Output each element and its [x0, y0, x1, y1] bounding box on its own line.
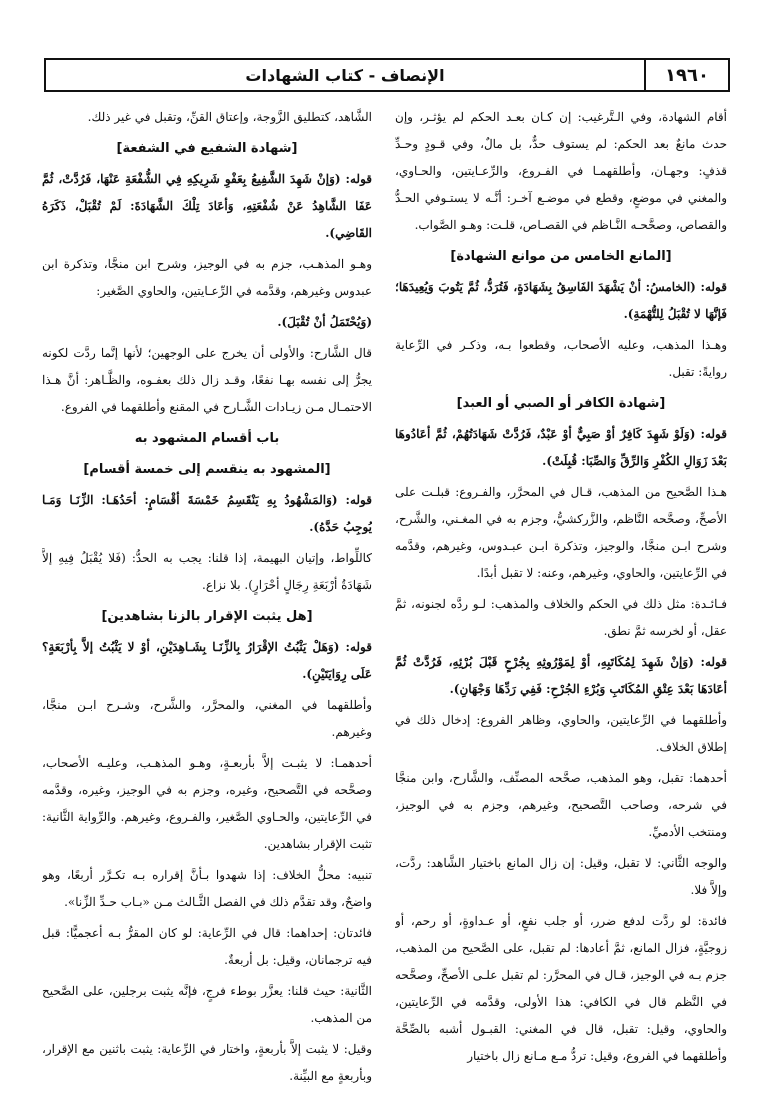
matn-quote: قوله: (وَإنْ شَهِدَ لِمُكَاتَبِهِ، أوْ لِمَوْرُوثِهِ بِجُرْحٍ قَبْلَ بُرْئِهِ، فَرُدَّتْ ثُمَّ أعَادَهَا بَعْدَ عِتْقِ المُكَاتَبِ وَبُرْءِ الجُرْحِ: فَفِي رَدِّهَا وَجْهَانِ). [395, 655, 727, 696]
paragraph: هـذا الصَّحيح من المذهب، قـال في المحرَّر، والفـروع: قبلـت على الأصحِّ، وصحَّحه النَّاظم، والزَّركشيُّ، وجزم به في المغـني، والشَّرح، وشرح ابـن منجَّا، والوجيز، وتذكرة ابـن عبـدوس، وغيرهم، وقدَّمه في الرِّعايتين، والحاوي، وغيرهم، وعنه: لا تقبل أبدًا. [395, 485, 727, 580]
section-heading: [هل يثبت الإقرار بالزنا بشاهدين] [101, 609, 313, 624]
chapter-heading: باب أقسام المشهود به [134, 431, 280, 446]
section-heading: [المانع الخامس من موانع الشهادة] [450, 249, 672, 264]
running-title: الإنصاف - كتاب الشهادات [245, 65, 445, 85]
paragraph: وقيل: لا يثبت إلاَّ بأربعةٍ، واختار في الرِّعاية: يثبت باثنين مع الإقرار، وبأربعةٍ مع البيِّنة. [42, 1042, 372, 1083]
matn-quote: قوله: (وَالمَشْهُودُ بِهِ يَنْقَسِمُ خَمْسَةَ أقْسَامٍ: أحَدُهَـا: الزِّنَـا وَمَـا يُوجِبُ حَدَّهُ). [42, 493, 372, 534]
paragraph: أقام الشهادة، وفي الـتَّرغيب: إن كـان بعـد الحكم لم يؤثـر، وإن حدث مانعٌ بعد الحكم: لم يستوف حدٌّ، بل مالٌ، وفي قـودٍ وحـدِّ قذفٍ: وجهـان، وأطلقهمـا في الفـروع، والرِّعـايتين، والحـاوي، والمغني في موضعٍ، وقطع في موضـع آخـر: أنَّـه لا يستـوفي الحـدُّ والقصاص، وصحَّحـه النَّـاظم في القصـاص، قلـت: وهـو الصَّواب. [395, 110, 727, 232]
paragraph: أحدهمـا: لا يثبـت إلاَّ بأربعـةٍ، وهـو المذهـب، وعليـه الأصحاب، وصحَّحه في التَّصحيح، وغيره، وجزم به في الوجيز، وغيره، وقدَّمه في الرِّعايتين، والحـاوي الصَّغير، والفـروع، وغيرهم. والرِّواية الثَّانية: تثبت الإقرار بشاهدين. [42, 756, 372, 851]
paragraph: وأطلقهما في المغني، والمحرَّر، والشَّرح، وشـرح ابـن منجَّا، وغيرهم. [42, 698, 372, 739]
paragraph: الثَّانية: حيث قلنا: يعزَّر بوطء فرجٍ، فإنَّه يثبت برجلين، على الصَّحيح من المذهب. [42, 984, 372, 1025]
paragraph: وهـو المذهـب، جزم به في الوجيز، وشرح ابن منجَّا، وتذكرة ابن عبدوس وغيرهم، وقدَّمه في الرِّعـايتين، والحاوي الصَّغير: [42, 257, 372, 298]
paragraph: الشَّاهد، كتطليق الزَّوجة، وإعتاق القنِّ، وتقبل في غير ذلك. [87, 110, 372, 124]
section-heading: [شهادة الكافر أو الصبي أو العبد] [456, 396, 666, 411]
matn-quote: قوله: (وَإنْ شَهِدَ الشَّفِيعُ بِعَفْوِ شَرِيكِهِ فِي الشُّفْعَةِ عَنْهَا، فَرُدَّتْ، ثُمَّ عَفَا الشَّاهِدُ عَنْ شُفْعَتِهِ، وَأعَادَ تِلْكَ الشَّهَادَةَ: لَمْ تُقْبَلْ، ذَكَرَهُ القَاضِي). [42, 172, 372, 240]
page-header [44, 58, 730, 92]
paragraph: فائدة: لو ردَّت لدفع ضرر، أو جلب نفعٍ، أو عـداوةٍ، أو رحم، أو زوجيَّةٍ، فزال المانع، ثمَّ أعادها: لم تقبل، على الصَّحيح من المذهب، جزم بـه في الوجيز، قـال في المحرَّر: لم تقبل علـى الأصحِّ، وصحَّحه في النَّظم قال في الكافي: هذا الأولى، وقدَّمه في الرِّعايتين، والحاوي، وقيل: تقبل، قال في المغني: القبـول أشبه بالصِّحَّة وأطلقهما في الفروع، وقيل: تردُّ مـع مـانع زال باختيار [395, 914, 727, 1063]
paragraph: فـائـدة: مثل ذلك في الحكم والخلاف والمذهب: لـو ردَّه لجنونه، ثمَّ عقل، أو لخرسه ثمَّ نطق. [395, 597, 727, 638]
paragraph: كاللِّواط، وإتيان البهيمة، إذا قلنا: يجب به الحدُّ: (فَلا يُقْبَلُ فِيهِ إلاَّ شَهَادَةُ أرْبَعَةِ رِجَالٍ أحْرَارٍ). بلا نزاع. [42, 551, 372, 592]
section-heading: [شهادة الشفيع في الشفعة] [116, 141, 298, 156]
paragraph: فائدتان: إحداهما: قال في الرِّعاية: لو كان المقرُّ بـه أعجميًّا: قبل فيه ترجمانان، وقيل: بل أربعةٌ. [42, 926, 372, 967]
paragraph: والوجه الثَّاني: لا تقبل، وقيل: إن زال المانع باختيار الشَّاهد: ردَّت، وإلاَّ فلا. [395, 856, 727, 897]
matn-quote: قوله: (وَلَوْ شَهِدَ كَافِرٌ أوْ صَبِيٌّ أوْ عَبْدٌ، فَرُدَّتْ شَهَادَتُهُمْ، ثُمَّ أعَادُوهَا بَعْدَ زَوَالِ الكُفْرِ وَالرِّقِّ وَالصِّبَا: قُبِلَتْ). [395, 427, 727, 468]
paragraph: وأطلقهما في الرِّعايتين، والحاوي، وظاهر الفروع: إدخال ذلك في إطلاق الخلاف. [395, 713, 727, 754]
matn-quote: قوله: (وَهَلْ يَثْبُتُ الإقْرَارُ بِالزِّنَـا بِشَـاهِدَيْنِ، أوْ لا يَثْبُتُ إلاَّ بِأرْبَعَةٍ؟ عَلَى رِوَايَتَيْنِ). [42, 640, 372, 681]
paragraph: وهـذا المذهب، وعليه الأصحاب، وقطعوا بـه، وذكـر في الرِّعاية روايةً: تقبل. [395, 338, 727, 379]
right-column [395, 104, 727, 1094]
paragraph: قال الشَّارح: والأولى أن يخرج على الوجهين؛ لأنها إنَّما ردَّت لكونه يجرُّ إلى نفسه بهـا نفعًا، وقـد زال ذلك بعفـوه، والظَّـاهر: أنَّ هـذا الاحتمـال مـن زيـادات الشَّـارح في المقنع وأطلقهما في الفروع. [42, 346, 372, 414]
matn-quote: (وَيُحْتَمَلُ أنْ تُقْبَلَ). [277, 315, 372, 329]
paragraph: تنبيه: محلُّ الخلاف: إذا شهدوا بـأنَّ إقراره بـه تكـرَّر أربعًا، وهو واضحٌ، وقد تقدَّم ذلك في الفصل الثَّـالث مـن «بـاب حـدِّ الزِّنا». [42, 868, 372, 909]
paragraph: أحدهما: تقبل، وهو المذهب، صحَّحه المصنِّف، والشَّارح، وابن منجَّا في شرحه، وصاحب التَّصحيح، وغيرهم، وجزم به في الوجيز، ومنتخب الأدميِّ. [395, 771, 727, 839]
left-column [42, 104, 372, 1094]
page-number: ١٩٦٠ [665, 64, 709, 86]
matn-quote: قوله: (الخامسُ: أنْ يَشْهَدَ الفَاسِقُ بِشَهَادَةٍ، فَتُرَدُّ، ثُمَّ يَتُوبَ وَيُعِيدَهَا؛ فَإنَّهَا لا تُقْبَلُ لِلتُّهْمَةِ). [395, 280, 727, 321]
section-heading: [المشهود به ينقسم إلى خمسة أقسام] [83, 462, 331, 477]
